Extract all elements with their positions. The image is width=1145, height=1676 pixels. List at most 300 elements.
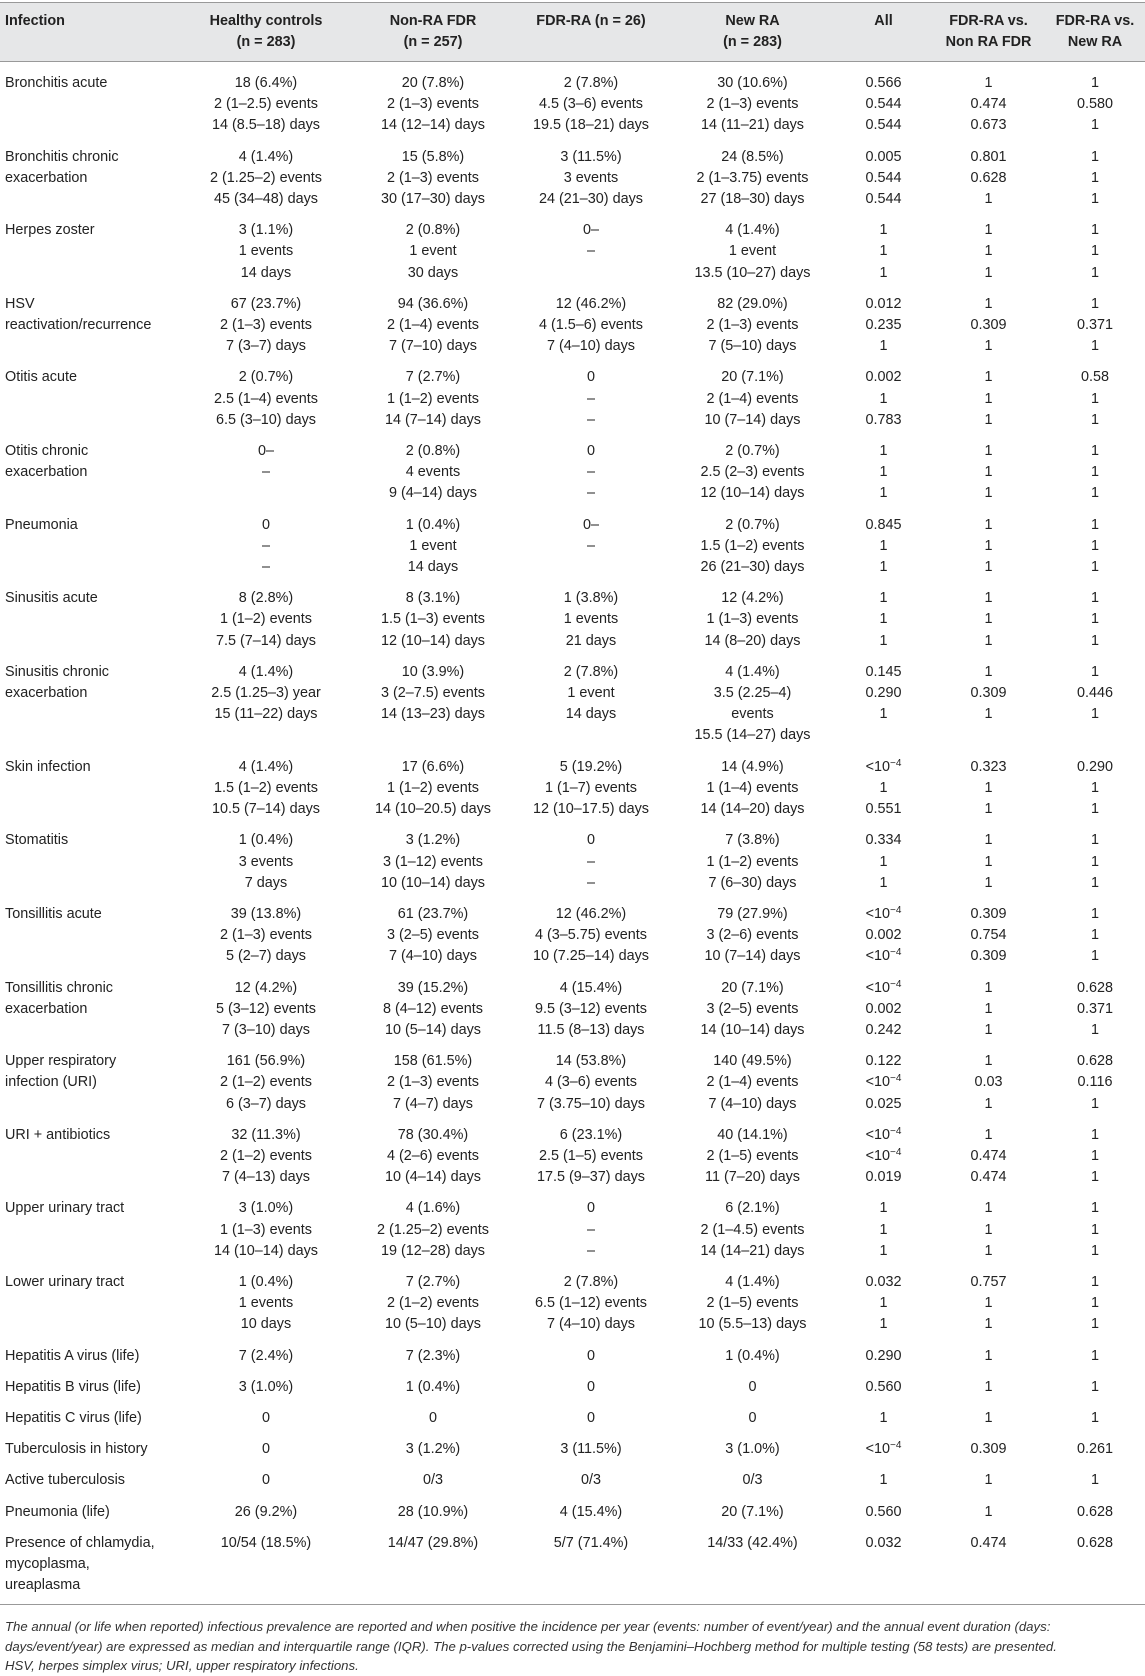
- infection-name: exacerbation: [5, 1000, 88, 1017]
- cell-value: $<10^{-4}$: [865, 1440, 902, 1458]
- cell-value: 1: [984, 1295, 993, 1312]
- column-header-text: Non RA FDR: [945, 34, 1032, 50]
- value-cell: [932, 1435, 1045, 1466]
- cell-value: 7 (2.7%): [405, 369, 461, 386]
- infection-name: Otitis chronic: [5, 443, 89, 460]
- cell-value: 4 (15.4%): [559, 1503, 623, 1520]
- cell-value: 1: [879, 632, 888, 649]
- infection-name: URI + antibiotics: [5, 1126, 111, 1143]
- value-cell: [178, 363, 354, 437]
- cell-value: 1 (0.4%): [405, 516, 461, 533]
- infection-name: Otitis acute: [5, 369, 77, 386]
- value-cell: [932, 290, 1045, 364]
- cell-value: 1: [984, 464, 993, 481]
- cell-value: $<10^{-4}$: [865, 947, 902, 965]
- table-row: [0, 1498, 1145, 1529]
- cell-value: 5 (19.2%): [559, 758, 623, 775]
- value-cell: [1045, 753, 1145, 827]
- value-cell: [835, 1435, 932, 1466]
- table-row: [0, 658, 1145, 753]
- cell-value: 1: [984, 537, 993, 554]
- cell-value: 0.551: [865, 801, 902, 818]
- cell-value: 14 days: [565, 706, 617, 723]
- value-cell: [512, 1194, 670, 1268]
- cell-value: 1: [984, 516, 993, 533]
- value-cell: [670, 1373, 835, 1404]
- cell-value: 1: [1090, 611, 1099, 628]
- cell-value: 0.235: [865, 317, 902, 334]
- infection-cell: [0, 363, 178, 437]
- table-row: [0, 143, 1145, 217]
- cell-value: 1: [1090, 779, 1099, 796]
- cell-value: 0.544: [865, 191, 902, 208]
- infection-name: Stomatitis: [5, 832, 69, 849]
- cell-value: 0.628: [1076, 1534, 1113, 1551]
- cell-value: 0.628: [970, 169, 1007, 186]
- cell-value: 1 (0.4%): [725, 1347, 780, 1364]
- cell-value: 45 (34–48) days: [213, 191, 318, 208]
- cell-value: 0.002: [865, 927, 902, 944]
- value-cell: [835, 1404, 932, 1435]
- cell-value: 1 events: [563, 611, 619, 628]
- cell-value: 2 (0.8%): [405, 222, 461, 239]
- cell-value: 0.544: [865, 169, 902, 186]
- cell-value: 2 (0.7%): [725, 443, 780, 460]
- cell-value: 7 days: [244, 874, 288, 891]
- cell-value: 2 (1.25–2) events: [377, 1221, 489, 1238]
- cell-value: 7 (3.75–10) days: [536, 1095, 645, 1112]
- cell-value: 2 (0.8%): [405, 443, 461, 460]
- cell-value: 1: [1090, 464, 1099, 481]
- cell-value: 1: [984, 1472, 993, 1489]
- value-cell: [932, 826, 1045, 900]
- cell-value: 0.309: [970, 1441, 1007, 1458]
- cell-value: 4 (1.4%): [238, 663, 294, 680]
- cell-value: –: [586, 1242, 595, 1259]
- cell-value: 1: [984, 338, 993, 355]
- cell-value: 6 (23.1%): [559, 1126, 623, 1143]
- value-cell: [835, 1342, 932, 1373]
- infection-name: Pneumonia (life): [5, 1503, 110, 1520]
- value-cell: [670, 974, 835, 1048]
- cell-value: 1: [984, 369, 993, 386]
- cell-value: –: [586, 464, 595, 481]
- cell-value: 7 (3–7) days: [226, 338, 306, 355]
- infection-cell: [0, 1404, 178, 1435]
- value-cell: [354, 826, 512, 900]
- cell-value: 0: [586, 832, 595, 849]
- cell-value: 19.5 (18–21) days: [532, 117, 649, 134]
- column-header: [512, 3, 670, 62]
- cell-value: 9 (4–14) days: [389, 485, 477, 502]
- infection-cell: [0, 1047, 178, 1121]
- table-row: [0, 900, 1145, 974]
- cell-value: 0: [586, 1409, 595, 1426]
- infection-cell: [0, 437, 178, 511]
- column-header-text: (n = 257): [403, 34, 463, 50]
- cell-value: 1: [984, 295, 993, 312]
- value-cell: [670, 1121, 835, 1195]
- cell-value: 0.309: [970, 317, 1007, 334]
- cell-value: –: [586, 853, 595, 870]
- value-cell: [354, 1529, 512, 1605]
- cell-value: 0.309: [970, 685, 1007, 702]
- cell-value: 1: [984, 1053, 993, 1070]
- cell-value: 1: [1090, 1273, 1099, 1290]
- value-cell: [670, 1529, 835, 1605]
- cell-value: 1: [879, 1200, 888, 1217]
- cell-value: 14 (14–21) days: [700, 1242, 805, 1259]
- cell-value: 1: [1090, 1242, 1099, 1259]
- cell-value: 1: [1090, 411, 1099, 428]
- cell-value: 3 (1.0%): [238, 1378, 294, 1395]
- value-cell: [512, 900, 670, 974]
- table-row: [0, 1435, 1145, 1466]
- footnote-line: HSV, herpes simplex virus; URI, upper respiratory infections.: [5, 1658, 359, 1674]
- value-cell: [932, 437, 1045, 511]
- column-header-text: Non-RA FDR: [389, 13, 477, 29]
- cell-value: –: [586, 1221, 595, 1238]
- cell-value: 1: [984, 1221, 993, 1238]
- value-cell: [354, 1466, 512, 1497]
- value-cell: [835, 1194, 932, 1268]
- cell-value: 11.5 (8–13) days: [537, 1021, 645, 1038]
- cell-value: 1: [1090, 222, 1099, 239]
- value-cell: [178, 1268, 354, 1342]
- column-header-text: FDR-RA vs.: [1055, 13, 1135, 29]
- cell-value: 4 (1.6%): [405, 1200, 461, 1217]
- cell-value: 4 (15.4%): [559, 979, 623, 996]
- infection-name: ureaplasma: [5, 1577, 81, 1594]
- value-cell: [1045, 900, 1145, 974]
- cell-value: 7 (2.7%): [405, 1273, 461, 1290]
- cell-value: 0.032: [865, 1534, 902, 1551]
- cell-value: 0: [586, 1347, 595, 1364]
- value-cell: [932, 363, 1045, 437]
- value-cell: [354, 1373, 512, 1404]
- value-cell: [512, 974, 670, 1048]
- cell-value: 7 (2.3%): [405, 1347, 461, 1364]
- value-cell: [1045, 1466, 1145, 1497]
- cell-value: 1: [984, 1000, 993, 1017]
- cell-value: 7.5 (7–14) days: [216, 632, 316, 649]
- value-cell: [354, 658, 512, 753]
- cell-value: 18 (6.4%): [234, 75, 298, 91]
- infection-name: HSV: [5, 295, 35, 312]
- value-cell: [670, 753, 835, 827]
- cell-value: 0.03: [974, 1074, 1003, 1091]
- cell-value: 3 (2–5) events: [706, 1000, 799, 1017]
- cell-value: 14 (14–20) days: [700, 801, 805, 818]
- cell-value: 14 (7–14) days: [385, 411, 481, 428]
- value-cell: [932, 584, 1045, 658]
- cell-value: 78 (30.4%): [397, 1126, 469, 1143]
- cell-value: 1: [984, 979, 993, 996]
- table-row: [0, 1404, 1145, 1435]
- cell-value: $<10^{-4}$: [865, 904, 902, 922]
- value-cell: [354, 363, 512, 437]
- cell-value: 26 (9.2%): [234, 1503, 298, 1520]
- cell-value: 11 (7–20) days: [705, 1169, 800, 1186]
- cell-value: 0–: [257, 443, 274, 460]
- cell-value: 0.446: [1076, 685, 1113, 702]
- cell-value: 1: [1090, 801, 1099, 818]
- cell-value: $<10^{-4}$: [865, 1073, 902, 1091]
- cell-value: 1 events: [238, 1295, 294, 1312]
- value-cell: [932, 974, 1045, 1048]
- value-cell: [932, 658, 1045, 753]
- cell-value: 67 (23.7%): [230, 295, 302, 312]
- value-cell: [512, 216, 670, 290]
- value-cell: [670, 363, 835, 437]
- cell-value: 1 (0.4%): [238, 832, 294, 849]
- cell-value: 2 (1–3) events: [706, 96, 799, 113]
- cell-value: 0.032: [865, 1273, 902, 1290]
- value-cell: [932, 62, 1045, 143]
- cell-value: 1: [1090, 264, 1099, 281]
- value-cell: [512, 658, 670, 753]
- cell-value: –: [261, 537, 270, 554]
- cell-value: 15 (11–22) days: [214, 706, 318, 723]
- cell-value: 0.474: [970, 96, 1007, 113]
- value-cell: [1045, 143, 1145, 217]
- infection-name: Sinusitis acute: [5, 590, 98, 607]
- cell-value: 2 (1–4) events: [387, 317, 479, 334]
- cell-value: 2.5 (1–4) events: [214, 390, 318, 407]
- cell-value: 10 (5–14) days: [385, 1021, 481, 1038]
- cell-value: –: [586, 411, 595, 428]
- cell-value: 0.673: [970, 117, 1007, 134]
- cell-value: 4 events: [405, 464, 461, 481]
- cell-value: 2 (7.8%): [563, 663, 619, 680]
- cell-value: 0: [586, 443, 595, 460]
- infection-name: infection (URI): [5, 1074, 97, 1091]
- column-header-text: FDR-RA (n = 26): [536, 13, 646, 29]
- value-cell: [1045, 1498, 1145, 1529]
- value-cell: [512, 826, 670, 900]
- infection-name: exacerbation: [5, 685, 88, 702]
- cell-value: 4 (3–6) events: [545, 1074, 637, 1091]
- value-cell: [835, 1498, 932, 1529]
- cell-value: 6.5 (1–12) events: [535, 1295, 647, 1312]
- cell-value: 10 (10–14) days: [380, 874, 485, 891]
- value-cell: [512, 143, 670, 217]
- cell-value: 2 (1–3) events: [387, 169, 479, 186]
- infection-cell: [0, 1194, 178, 1268]
- footnote-line: days/event/year) are expressed as median and interquartile range (IQR). The p-values corrected using the Benjamini–Hochberg method for multiple testing (58 tests) are presented.: [5, 1638, 1057, 1654]
- value-cell: [1045, 216, 1145, 290]
- cell-value: 0.323: [970, 758, 1007, 775]
- value-cell: [178, 1194, 354, 1268]
- cell-value: 1: [1090, 948, 1099, 965]
- cell-value: 0.371: [1076, 317, 1113, 334]
- value-cell: [1045, 584, 1145, 658]
- cell-value: 2 (1–4.5) events: [700, 1221, 805, 1238]
- value-cell: [1045, 290, 1145, 364]
- value-cell: [178, 658, 354, 753]
- cell-value: 1: [1090, 663, 1099, 680]
- table-row: [0, 584, 1145, 658]
- cell-value: 0: [586, 369, 595, 386]
- value-cell: [354, 1342, 512, 1373]
- cell-value: 1: [1090, 832, 1099, 849]
- cell-value: 0.116: [1077, 1074, 1113, 1091]
- cell-value: 3 events: [563, 169, 619, 186]
- infection-cell: [0, 658, 178, 753]
- cell-value: 1: [879, 1472, 888, 1489]
- cell-value: 2 (1–3) events: [220, 927, 312, 944]
- cell-value: 2 (1–3) events: [220, 317, 312, 334]
- cell-value: 1 (3.8%): [563, 590, 619, 607]
- cell-value: 1: [984, 1347, 993, 1364]
- infection-name: Active tuberculosis: [5, 1472, 125, 1489]
- cell-value: 0.628: [1076, 979, 1113, 996]
- cell-value: 1: [879, 706, 888, 723]
- cell-value: 30 (10.6%): [717, 75, 788, 91]
- cell-value: 1: [1090, 1147, 1099, 1164]
- cell-value: 0.628: [1076, 1053, 1113, 1070]
- value-cell: [178, 1466, 354, 1497]
- cell-value: 2 (1.25–2) events: [210, 169, 322, 186]
- value-cell: [670, 900, 835, 974]
- cell-value: 0.290: [1076, 758, 1113, 775]
- value-cell: [670, 826, 835, 900]
- cell-value: 14 (53.8%): [555, 1053, 627, 1070]
- infection-cell: [0, 1435, 178, 1466]
- cell-value: 2.5 (1–5) events: [539, 1147, 643, 1164]
- cell-value: 1: [1090, 443, 1099, 460]
- cell-value: 3 (2–7.5) events: [381, 685, 485, 702]
- value-cell: [178, 1404, 354, 1435]
- table-header: [0, 3, 1145, 62]
- value-cell: [354, 1404, 512, 1435]
- cell-value: 82 (29.0%): [717, 295, 788, 312]
- cell-value: 1: [984, 663, 993, 680]
- cell-value: 1: [879, 559, 888, 576]
- cell-value: 1: [1090, 117, 1099, 134]
- cell-value: 1: [879, 338, 888, 355]
- cell-value: 3 (1–12) events: [383, 853, 483, 870]
- value-cell: [670, 1268, 835, 1342]
- column-header-text: All: [874, 13, 893, 29]
- cell-value: 1: [1090, 1347, 1099, 1364]
- cell-value: [181, 483, 351, 504]
- cell-value: 0.002: [865, 1000, 902, 1017]
- cell-value: 1: [1090, 390, 1099, 407]
- cell-value: 1: [984, 264, 993, 281]
- table-footnote: [0, 1605, 1145, 1676]
- cell-value: 1 event: [409, 243, 457, 260]
- cell-value: 1 (1–2) events: [387, 390, 479, 407]
- cell-value: 0.544: [865, 96, 902, 113]
- cell-value: 1: [1090, 1316, 1099, 1333]
- value-cell: [835, 1121, 932, 1195]
- cell-value: 24 (21–30) days: [538, 191, 643, 208]
- cell-value: 1: [984, 611, 993, 628]
- cell-value: 0: [261, 1441, 270, 1458]
- value-cell: [512, 290, 670, 364]
- value-cell: [1045, 1047, 1145, 1121]
- column-header-text: (n = 283): [236, 34, 296, 50]
- cell-value: 1: [879, 264, 888, 281]
- cell-value: 1: [879, 222, 888, 239]
- value-cell: [178, 290, 354, 364]
- value-cell: [178, 143, 354, 217]
- value-cell: [932, 1194, 1045, 1268]
- cell-value: 2 (7.8%): [563, 1273, 619, 1290]
- table-row: [0, 62, 1145, 143]
- value-cell: [932, 900, 1045, 974]
- cell-value: 10 (7–14) days: [704, 411, 801, 428]
- value-cell: [178, 437, 354, 511]
- cell-value: 0.474: [970, 1147, 1007, 1164]
- cell-value: events: [731, 706, 774, 723]
- cell-value: 1: [984, 390, 993, 407]
- cell-value: 1: [1090, 1295, 1099, 1312]
- value-cell: [512, 1498, 670, 1529]
- cell-value: 5 (3–12) events: [216, 1000, 316, 1017]
- value-cell: [932, 1047, 1045, 1121]
- cell-value: 7 (4–10) days: [547, 338, 635, 355]
- cell-value: 1: [1090, 1409, 1099, 1426]
- cell-value: 1: [1090, 338, 1099, 355]
- cell-value: 1: [984, 779, 993, 796]
- cell-value: 1 (1–2) events: [387, 779, 479, 796]
- value-cell: [178, 826, 354, 900]
- cell-value: –: [261, 559, 270, 576]
- cell-value: 12 (46.2%): [555, 295, 627, 312]
- cell-value: 0.474: [970, 1534, 1007, 1551]
- value-cell: [670, 216, 835, 290]
- cell-value: 158 (61.5%): [393, 1053, 473, 1070]
- infection-cell: [0, 62, 178, 143]
- infection-name: Tonsillitis chronic: [5, 979, 113, 996]
- cell-value: [515, 557, 667, 578]
- value-cell: [835, 511, 932, 585]
- cell-value: 30 days: [407, 264, 459, 281]
- infection-name: Bronchitis acute: [5, 75, 108, 91]
- value-cell: [354, 1268, 512, 1342]
- cell-value: 24 (8.5%): [721, 148, 784, 165]
- cell-value: 14/33 (42.4%): [707, 1534, 798, 1551]
- cell-value: 2 (1–5) events: [706, 1295, 799, 1312]
- infection-name: Presence of chlamydia,: [5, 1534, 155, 1551]
- cell-value: 0.757: [970, 1273, 1007, 1290]
- cell-value: 1 event: [567, 685, 615, 702]
- value-cell: [512, 1466, 670, 1497]
- cell-value: 1: [984, 243, 993, 260]
- cell-value: 1: [984, 222, 993, 239]
- infection-name: Pneumonia: [5, 516, 78, 533]
- cell-value: –: [586, 485, 595, 502]
- cell-value: 30 (17–30) days: [380, 191, 485, 208]
- cell-value: 0.122: [865, 1053, 902, 1070]
- table-row: [0, 1268, 1145, 1342]
- cell-value: 2.5 (1.25–3) year: [211, 685, 321, 702]
- cell-value: 4 (1.4%): [725, 663, 780, 680]
- infection-cell: [0, 1529, 178, 1605]
- infection-name: reactivation/recurrence: [5, 317, 152, 334]
- value-cell: [835, 974, 932, 1048]
- cell-value: 1: [984, 706, 993, 723]
- value-cell: [512, 363, 670, 437]
- cell-value: 0.754: [970, 927, 1007, 944]
- table-row: [0, 826, 1145, 900]
- value-cell: [670, 511, 835, 585]
- infection-name: Lower urinary tract: [5, 1273, 125, 1290]
- table-row: [0, 437, 1145, 511]
- cell-value: 1: [984, 559, 993, 576]
